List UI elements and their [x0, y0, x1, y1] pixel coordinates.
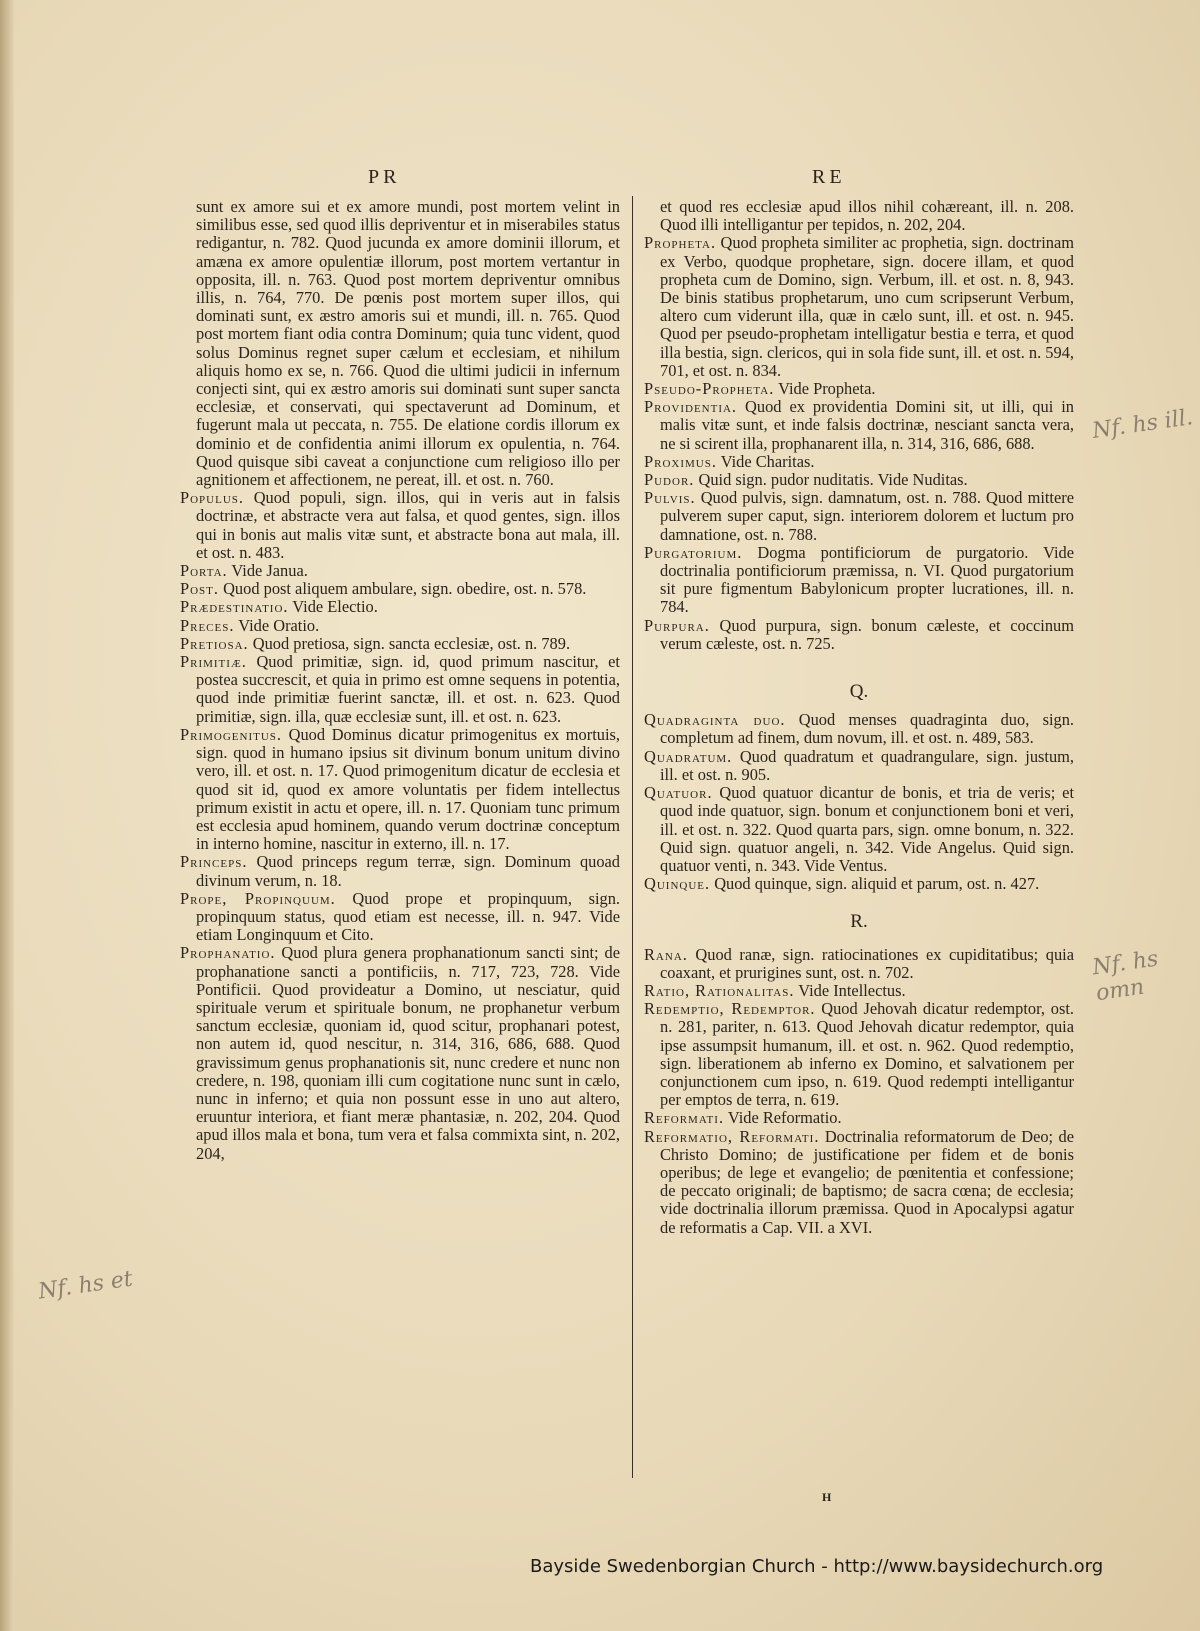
- entry-headword: Quatuor.: [644, 783, 713, 803]
- entries-p: [644, 198, 1074, 653]
- index-entry: [644, 471, 1074, 489]
- index-entry: [180, 653, 620, 726]
- index-entry: [644, 453, 1074, 471]
- entry-headword: Prædestinatio.: [180, 597, 289, 617]
- column-divider: [632, 196, 633, 1478]
- entry-headword: Pulvis.: [644, 488, 696, 508]
- entry-headword: Pretiosa.: [180, 633, 249, 653]
- entry-headword: Quinque.: [644, 874, 711, 894]
- index-entry: [180, 635, 620, 653]
- entry-text: Quod Dominus dicatur primogenitus ex mortuis, sign. quod in humano ipsius sit divinum bonum unitum divino vero, ill. et ost. n. 17. Quod primogenitum dicatur de ecclesia et quod sit id, quod ex amore voluntatis per fidem intellectus primum existit in actu et opere, ill. n. 17. Quoniam tunc primum est ecclesia apud hominem, quando verum doctrinæ conceptum in interno homine, nascitur in externo, ill. n. 17.: [196, 724, 620, 854]
- entry-text: Quod pulvis, sign. damnatum, ost. n. 788. Quod mittere pulverem super caput, sign. interiorem dolorem et luctum pro damnatione, ost. n. 788.: [660, 488, 1074, 544]
- index-entry: [644, 711, 1074, 747]
- index-entry: [180, 198, 620, 489]
- index-entry: [644, 544, 1074, 617]
- index-entry: [644, 198, 1074, 234]
- index-entry: [644, 398, 1074, 453]
- index-entry: [180, 562, 620, 580]
- entry-headword: Preces.: [180, 615, 235, 635]
- index-entry: [180, 580, 620, 598]
- entry-text: Vide Janua.: [227, 561, 308, 581]
- entry-headword: Purgatorium.: [644, 542, 743, 562]
- entry-text: Quod menses quadraginta duo, sign. completum ad finem, dum novum, ill. et ost. n. 489, 583.: [660, 710, 1074, 748]
- entry-text: Quod Jehovah dicatur redemptor, ost. n. 281, pariter, n. 613. Quod Jehovah dicatur redemptor, quia ipse assumpsit humanum, ill. et ost. n. 962. Quod redemptio, sign. liberationem ab inferno ex Domino, et salvationem per conjunctionem cum ipso, n. 619. Quod redempti intelligantur per emptos de terra, n. 619.: [660, 999, 1074, 1110]
- index-entry: [644, 748, 1074, 784]
- entries-q: [644, 711, 1074, 893]
- entry-headword: Prope, Propinquum.: [180, 888, 336, 908]
- entry-headword: Primogenitus.: [180, 724, 282, 744]
- entry-text: Quod primitiæ, sign. id, quod primum nascitur, et postea succrescit, et quia in primo est omne sequens in potentia, quod inde primitiæ fuerint sanctæ, ill. et ost. n. 623. Quod primitiæ, sign. illa, quæ ecclesiæ sunt, ill. et ost. n. 623.: [196, 652, 620, 726]
- entry-headword: Ratio, Rationalitas.: [644, 980, 795, 1000]
- entry-headword: Populus.: [180, 488, 244, 508]
- margin-note-2: Nf. hs omn: [1090, 946, 1160, 1007]
- entry-text: Quod princeps regum terræ, sign. Dominum quoad divinum verum, n. 18.: [196, 852, 620, 890]
- entry-headword: Post.: [180, 579, 219, 599]
- running-head-left: PR: [368, 166, 401, 188]
- page-binding-edge: [0, 0, 14, 1631]
- entry-headword: Prophanatio.: [180, 943, 276, 963]
- entry-headword: Princeps.: [180, 852, 248, 872]
- section-letter-r: R.: [850, 911, 868, 933]
- entry-text: Quod pretiosa, sign. sancta ecclesiæ, ost. n. 789.: [248, 633, 571, 653]
- entry-text: Quod purpura, sign. bonum cæleste, et coccinum verum cæleste, ost. n. 725.: [660, 615, 1074, 653]
- index-entry: [644, 234, 1074, 380]
- index-entry: [180, 944, 620, 1162]
- entry-headword: Providentia.: [644, 397, 738, 417]
- entry-headword: Purpura.: [644, 615, 710, 635]
- entry-text: Doctrinalia reformatorum de Deo; de Christo Domino; de justificatione per fidem et de bonis operibus; de lege et evangelio; de pœnitentia et confessione; de peccato originali; de baptismo; de sacra cœna; de ecclesia; vide doctrinalia illorum præmissa. Quod in Apocalypsi agatur de reformatis a Cap. VII. a XVI.: [660, 1126, 1074, 1237]
- entry-text: Quod propheta similiter ac prophetia, sign. doctrinam ex Verbo, quodque prophetare, sign. docere illam, et quod propheta cum de Domino, sign. Verbum, ill. et ost. n. 8, 943. De binis statibus prophetarum, uno cum scripserunt Verbum, altero cum viderunt illa, quæ in cælo sunt, ill. et ost. n. 945. Quod per pseudo-prophetam intelligatur bestia e terra, et quod illa bestia, sign. clericos, qui in sola fide sunt, ill. et ost. n. 594, 701, et ost. n. 834.: [660, 233, 1074, 380]
- index-entry: [644, 946, 1074, 982]
- entry-headword: Rana.: [644, 944, 688, 964]
- entry-text: Dogma pontificiorum de purgatorio. Vide doctrinalia pontificiorum præmissa, n. VI. Quod purgatorium sit pure figmentum Babylonicum propter lucrationes, ill. n. 784.: [660, 542, 1074, 617]
- entry-headword: Redemptio, Redemptor.: [644, 999, 816, 1019]
- entry-text: Quod ex providentia Domini sit, ut illi, qui in malis vitæ sunt, et inde falsis doctrinæ, nesciant sancta vera, ne si scirent illa, prophanarent illa, n. 314, 316, 686, 688.: [660, 397, 1074, 453]
- section-letter-q: Q.: [849, 681, 869, 703]
- index-entry: [644, 784, 1074, 875]
- index-entry: [180, 598, 620, 616]
- entry-text: Quod plura genera prophanationum sancti sint; de prophanatione sancti a pontificiis, n. 717, 723, 728. Vide Pontificii. Quod provideatur a Domino, ut nesciatur, quid spirituale verum et spirituale bonum, ne prophanetur verbum sanctum ecclesiæ, quoniam id, quod scitur, prophanari potest, non autem id, quod nescitur, n. 314, 316, 686, 688. Quod gravissimum genus prophanationis sit, nunc credere et nunc non credere, n. 198, quoniam illi cum cogitatione nunc sunt in cælo, nunc in inferno; et quia non possunt esse in uno aut altero, eruuntur interiora, et fiant meræ phantasiæ, n. 202, 204. Quod apud illos mala et bona, tum vera et falsa commixta sint, n. 202, 204,: [196, 943, 620, 1163]
- entry-headword: Quadraginta duo.: [644, 710, 786, 730]
- entry-text: Quod post aliquem ambulare, sign. obedire, ost. n. 578.: [219, 579, 587, 599]
- index-entry: [644, 1000, 1074, 1109]
- entry-headword: Reformati.: [644, 1108, 725, 1128]
- index-entry: [180, 726, 620, 853]
- entry-headword: Proximus.: [644, 451, 717, 471]
- entry-text: Quid sign. pudor nuditatis. Vide Nuditas.: [694, 470, 968, 490]
- index-entry: [644, 1128, 1074, 1237]
- entry-text: Vide Intellectus.: [794, 980, 906, 1000]
- entry-headword: Pseudo-Propheta.: [644, 379, 775, 399]
- entry-headword: Pudor.: [644, 470, 695, 490]
- index-entry: [644, 617, 1074, 653]
- index-entry: [644, 982, 1074, 1000]
- entry-text: Vide Charitas.: [716, 451, 815, 471]
- entry-text: sunt ex amore sui et ex amore mundi, post mortem velint in similibus esse, sed quod illis depriventur et in miserabiles status redigantur, n. 782. Quod jucunda ex amore dominii illorum, et amæna ex amore opulentiæ illorum, post mortem vertantur in opposita, ill. n. 763. Quod post mortem depriventur omnibus illis, n. 764, 770. De pœnis post mortem super illos, qui dominati sunt, ex æstro amoris sui et mundi, ill. n. 765. Quod post mortem fiant odia contra Dominum; quia tunc vident, quod solus Dominus regnet super cælum et ecclesiam, et nihilum aliquis homo ex se, n. 766. Quod die ultimi judicii in infernum conjecti sint, qui ex æstro amoris sui dominati sunt super sancta ecclesiæ, et conservati, qui spectaverunt ad Dominum, et fugerunt mala ut peccata, n. 755. De elatione cordis illorum ex dominio et de confidentia animi illorum ex opulentia, n. 764. Quod quisque sibi caveat a conjunctione cum religioso illo per agnitionem et affectionem, ne pereat, ill. et ost. n. 760.: [196, 197, 620, 490]
- margin-note-1: Nf. hs ill.: [1090, 405, 1195, 444]
- entry-headword: Propheta.: [644, 233, 717, 253]
- index-entry: [644, 489, 1074, 544]
- signature-mark: H: [822, 1490, 832, 1504]
- entry-text: Vide Oratio.: [234, 615, 320, 635]
- entry-text: Quod quinque, sign. aliquid et parum, ost. n. 427.: [710, 874, 1040, 894]
- entry-text: Vide Electio.: [288, 597, 378, 617]
- entry-text: Quod populi, sign. illos, qui in veris aut in falsis doctrinæ, et abstracte vera aut falsa, et quod gentes, sign. illos qui in bonis aut malis vitæ sunt, et abstracte bona aut mala, ill. et ost. n. 483.: [196, 488, 620, 562]
- footer-credit: Bayside Swedenborgian Church - http://www.baysidechurch.org: [530, 1556, 1104, 1577]
- entry-text: Vide Propheta.: [774, 379, 876, 399]
- entry-text: et quod res ecclesiæ apud illos nihil cohæreant, ill. n. 208. Quod illi intelligantur per tepidos, n. 202, 204.: [660, 197, 1074, 235]
- entry-text: Vide Reformatio.: [724, 1108, 842, 1128]
- running-head-right: RE: [812, 166, 846, 188]
- entry-headword: Primitiæ.: [180, 652, 247, 672]
- index-entry: [644, 1109, 1074, 1127]
- index-entry: [644, 875, 1074, 893]
- margin-note-3: Nf. hs et: [36, 1266, 135, 1305]
- entry-text: Quod ranæ, sign. ratiocinationes ex cupiditatibus; quia coaxant, et prurigines sunt, ost. n. 702.: [660, 944, 1074, 982]
- entry-text: Quod quadratum et quadrangulare, sign. justum, ill. et ost. n. 905.: [660, 746, 1074, 784]
- entries-r: [644, 946, 1074, 1237]
- entry-headword: Quadratum.: [644, 746, 733, 766]
- index-entry: [180, 890, 620, 945]
- index-entry: [644, 380, 1074, 398]
- entry-text: Quod prope et propinquum, sign. propinquum status, quod etiam est necesse, ill. n. 947. Vide etiam Longinquum et Cito.: [196, 888, 620, 945]
- right-column: [644, 198, 1074, 1237]
- entry-text: Quod quatuor dicantur de bonis, et tria de veris; et quod inde quatuor, sign. bonum et conjunctionem boni et veri, ill. et ost. n. 322. Quod quarta pars, sign. omne bonum, n. 322. Quid sign. quatuor angeli, n. 342. Vide Angelus. Quid sign. quatuor venti, n. 343. Vide Ventus.: [660, 783, 1074, 875]
- index-entry: [180, 617, 620, 635]
- index-entry: [180, 853, 620, 889]
- left-column: [180, 198, 620, 1163]
- index-entry: [180, 489, 620, 562]
- entry-headword: Porta.: [180, 561, 228, 581]
- entry-headword: Reformatio, Reformati.: [644, 1126, 820, 1146]
